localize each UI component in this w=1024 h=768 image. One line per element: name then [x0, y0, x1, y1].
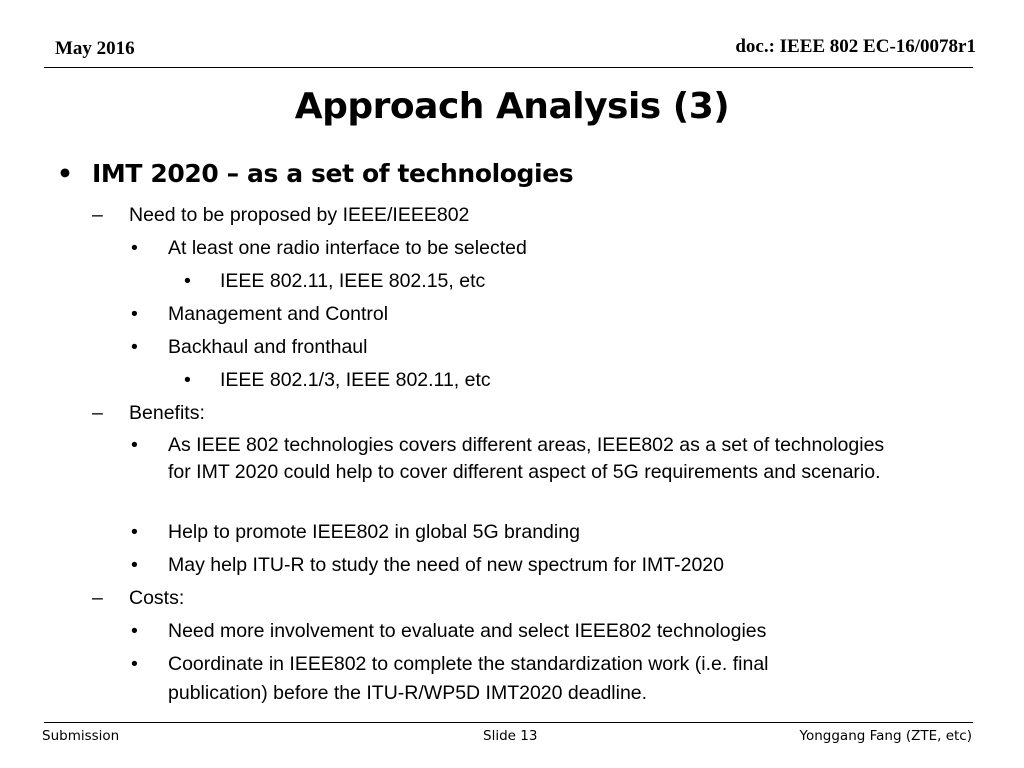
header-date: May 2016: [55, 38, 135, 59]
bullet-marker: •: [131, 434, 138, 456]
bullet-level3: Help to promote IEEE802 in global 5G branding: [168, 521, 580, 543]
slide-title: Approach Analysis (3): [294, 86, 730, 127]
bullet-level4: IEEE 802.11, IEEE 802.15, etc: [220, 270, 486, 292]
bullet-level3-continued: publication) before the ITU-R/WP5D IMT2020 deadline.: [168, 682, 648, 704]
bullet-level3: Coordinate in IEEE802 to complete the standardization work (i.e. final: [168, 653, 769, 675]
dash-marker: –: [92, 204, 103, 226]
bullet-marker: •: [57, 159, 73, 188]
bullet-marker: •: [184, 270, 191, 292]
header-doc-id: doc.: IEEE 802 EC-16/0078r1: [735, 36, 976, 57]
bullet-level3: Need more involvement to evaluate and select IEEE802 technologies: [168, 620, 767, 642]
dash-marker: –: [92, 587, 103, 609]
footer-submission: Submission: [42, 728, 120, 744]
footer-author: Yonggang Fang (ZTE, etc): [799, 728, 972, 744]
bullet-marker: •: [131, 554, 138, 576]
footer-divider: [44, 722, 973, 723]
bullet-level3: Management and Control: [168, 303, 389, 325]
bullet-level2: Need to be proposed by IEEE/IEEE802: [129, 204, 470, 226]
bullet-level2: Benefits:: [129, 402, 205, 424]
bullet-marker: •: [131, 653, 138, 675]
bullet-level3: May help ITU-R to study the need of new spectrum for IMT-2020: [168, 554, 724, 576]
bullet-marker: •: [131, 237, 138, 259]
bullet-marker: •: [131, 336, 138, 358]
bullet-level2: Costs:: [129, 587, 185, 609]
bullet-level3: Backhaul and fronthaul: [168, 336, 368, 358]
bullet-marker: •: [131, 620, 138, 642]
dash-marker: –: [92, 402, 103, 424]
bullet-marker: •: [184, 369, 191, 391]
bullet-level1: IMT 2020 – as a set of technologies: [92, 159, 574, 188]
footer-slide-number: Slide 13: [483, 728, 538, 744]
header-divider: [44, 67, 973, 68]
bullet-level3: As IEEE 802 technologies covers different areas, IEEE802 as a set of technologies for IMT 2020 could help to cover different aspect of 5G requirements and scenario.: [168, 434, 885, 483]
bullet-marker: •: [131, 521, 138, 543]
bullet-level4: IEEE 802.1/3, IEEE 802.11, etc: [220, 369, 491, 391]
bullet-level3: At least one radio interface to be selected: [168, 237, 527, 259]
bullet-marker: •: [131, 303, 138, 325]
